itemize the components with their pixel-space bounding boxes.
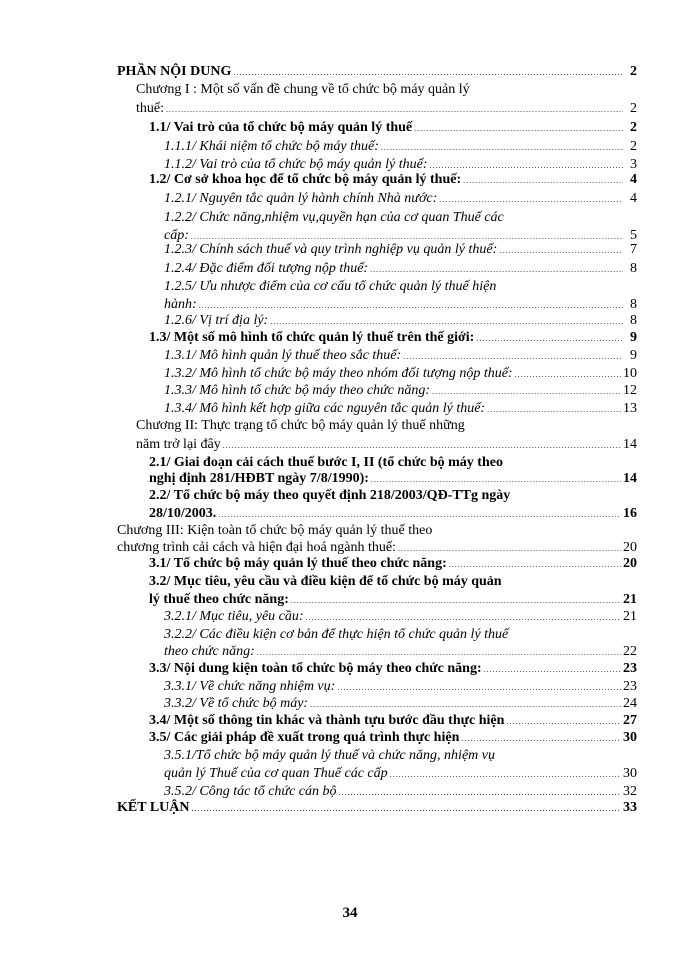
toc-page-number: 4 <box>630 172 637 187</box>
toc-entry-text: 3.1/ Tổ chức bộ máy quản lý thuế theo chức năng: <box>149 556 447 571</box>
dot-leader <box>166 105 623 115</box>
toc-entry-text: 3.2.1/ Mục tiêu, yêu cầu: <box>164 609 304 624</box>
toc-entry-text: 3.3.2/ Về tổ chức bộ máy: <box>164 696 309 711</box>
toc-entry-text: quản lý Thuế của cơ quan Thuế các cấp <box>164 766 388 781</box>
toc-entry-text: 1.3.1/ Mô hình quản lý thuế theo sắc thuế: <box>164 348 402 363</box>
dot-leader <box>390 770 621 780</box>
toc-entry-text: nghị định 281/HĐBT ngày 7/8/1990): <box>149 471 369 486</box>
toc-entry-text: 1.1.2/ Vai trò của tổ chức bộ máy quản lý thuế: <box>164 157 428 172</box>
dot-leader <box>291 596 621 606</box>
dot-leader <box>223 441 621 451</box>
toc-page-number: 9 <box>630 348 637 363</box>
dot-leader <box>306 613 621 623</box>
dot-leader <box>218 510 621 520</box>
toc-entry-text: 1.3.2/ Mô hình tổ chức bộ máy theo nhóm đối tượng nộp thuế: <box>164 366 513 381</box>
toc-page-number: 24 <box>623 696 637 711</box>
dot-leader <box>191 804 621 814</box>
dot-leader <box>371 475 621 485</box>
toc-page-number: 14 <box>623 471 637 486</box>
toc-page-number: 23 <box>623 661 637 676</box>
toc-page-number: 14 <box>623 437 637 452</box>
toc-entry-text: 3.5/ Các giải pháp đề xuất trong quá trình thực hiện <box>149 730 460 745</box>
toc-entry-text: 3.5.2/ Công tác tổ chức cán bộ <box>164 784 337 799</box>
toc-entry-text: cấp: <box>164 228 189 243</box>
dot-leader <box>270 317 623 327</box>
dot-leader <box>463 176 623 186</box>
toc-entry-text: 1.3.4/ Mô hình kết hợp giữa các nguyên tắc quản lý thuế: <box>164 401 486 416</box>
dot-leader <box>310 700 621 710</box>
toc-page-number: 32 <box>623 784 637 799</box>
toc-page-number: 4 <box>630 191 637 206</box>
toc-entry-text: 1.3/ Một số mô hình tổ chức quản lý thuế trên thế giới: <box>149 330 475 345</box>
toc-page-number: 5 <box>630 228 637 243</box>
toc-entry-text: 1.2.6/ Vị trí địa lý: <box>164 313 269 328</box>
toc-entry-text: 2.1/ Giai đoạn cải cách thuế bước I, II (tổ chức bộ máy theo <box>149 455 503 470</box>
dot-leader <box>432 387 621 397</box>
toc-page-number: 2 <box>630 101 637 116</box>
toc-entry-text: chương trình cải cách và hiện đại hoá ngành thuế: <box>117 540 396 555</box>
toc-entry-text: PHẦN NỘI DUNG <box>117 64 232 79</box>
toc-entry-text: 1.2.2/ Chức năng,nhiệm vụ,quyền hạn của cơ quan Thuế các <box>164 210 504 225</box>
toc-entry-text: 3.5.1/Tổ chức bộ máy quản lý thuế và chức năng, nhiệm vụ <box>164 748 495 763</box>
dot-leader <box>506 717 621 727</box>
toc-page-number: 7 <box>630 242 637 257</box>
toc-page-number: 21 <box>623 592 637 607</box>
dot-leader <box>370 265 623 275</box>
toc-entry-text: 3.3/ Nội dung kiện toàn tổ chức bộ máy theo chức năng: <box>149 661 482 676</box>
toc-entry-text: 2.2/ Tổ chức bộ máy theo quyết định 218/2003/QĐ-TTg ngày <box>149 488 511 503</box>
toc-page-number: 33 <box>623 800 637 815</box>
dot-leader <box>414 124 623 134</box>
page-number: 34 <box>342 905 358 921</box>
toc-entry-text: 1.2.3/ Chính sách thuế và quy trình nghiệp vụ quản lý thuế: <box>164 242 498 257</box>
toc-entry-text: 3.2.2/ Các điều kiện cơ bản để thực hiện tổ chức quản lý thuế <box>164 627 509 642</box>
dot-leader <box>403 352 623 362</box>
toc-page-number: 9 <box>630 330 637 345</box>
dot-leader <box>487 405 621 415</box>
toc-page-number: 20 <box>623 556 637 571</box>
dot-leader <box>515 370 621 380</box>
toc-entry-text: KẾT LUẬN <box>117 800 190 815</box>
dot-leader <box>449 560 621 570</box>
toc-entry-text: 28/10/2003. <box>149 506 217 521</box>
toc-entry-text: Chương II: Thực trạng tổ chức bộ máy quản lý thuế những <box>136 418 465 433</box>
toc-entry-text: thuế: <box>136 101 164 116</box>
toc-entry-text: 3.3.1/ Về chức năng nhiệm vụ: <box>164 679 336 694</box>
dot-leader <box>339 788 622 798</box>
toc-page-number: 22 <box>623 644 637 659</box>
dot-leader <box>476 334 623 344</box>
toc-page-number: 2 <box>630 120 637 135</box>
toc-entry-text: hành: <box>164 297 197 312</box>
dot-leader <box>199 301 623 311</box>
dot-leader <box>439 195 623 205</box>
toc-entry-text: theo chức năng: <box>164 644 255 659</box>
toc-page-number: 2 <box>630 139 637 154</box>
toc-page-number: 20 <box>623 540 637 555</box>
toc-entry-text: lý thuế theo chức năng: <box>149 592 289 607</box>
dot-leader <box>484 665 621 675</box>
dot-leader <box>461 734 621 744</box>
dot-leader <box>398 544 621 554</box>
toc-entry-text: 1.1.1/ Khái niệm tổ chức bộ máy thuế: <box>164 139 379 154</box>
dot-leader <box>499 246 623 256</box>
toc-entry-text: 1.2.1/ Nguyên tắc quản lý hành chính Nhà nước: <box>164 191 438 206</box>
toc-page-number: 21 <box>623 609 637 624</box>
toc-page-number: 8 <box>630 313 637 328</box>
toc-entry-text: 1.2/ Cơ sở khoa học để tổ chức bộ máy quản lý thuế: <box>149 172 462 187</box>
toc-page-number: 13 <box>623 401 637 416</box>
toc-entry-text: Chương I : Một số vấn đề chung về tổ chức bộ máy quản lý <box>136 82 470 97</box>
toc-page-number: 30 <box>623 730 637 745</box>
dot-leader <box>381 143 623 153</box>
toc-page-number: 16 <box>623 506 637 521</box>
dot-leader <box>337 683 621 693</box>
toc-page-number: 8 <box>630 297 637 312</box>
toc-entry-text: 1.3.3/ Mô hình tổ chức bộ máy theo chức năng: <box>164 383 431 398</box>
toc-page-number: 23 <box>623 679 637 694</box>
toc-entry-text: Chương III: Kiện toàn tổ chức bộ máy quản lý thuế theo <box>117 523 433 538</box>
toc-entry-text: 3.2/ Mục tiêu, yêu cầu và điều kiện để tổ chức bộ máy quản <box>149 574 502 589</box>
toc-page-number: 2 <box>630 64 637 79</box>
toc-page-number: 30 <box>623 766 637 781</box>
dot-leader <box>257 648 621 658</box>
toc-entry-text: 1.1/ Vai trò của tổ chức bộ máy quản lý thuế <box>149 120 413 135</box>
toc-page-number: 10 <box>623 366 637 381</box>
toc-entry-text: năm trở lại đây <box>136 437 221 452</box>
toc-page-number: 8 <box>630 261 637 276</box>
toc-entry-text: 1.2.5/ Ưu nhược điểm của cơ cấu tổ chức quản lý thuế hiện <box>164 279 497 294</box>
toc-entry-text: 1.2.4/ Đặc điểm đối tượng nộp thuế: <box>164 261 369 276</box>
dot-leader <box>233 68 623 78</box>
dot-leader <box>429 161 623 171</box>
toc-page-number: 27 <box>623 713 637 728</box>
toc-entry-text: 3.4/ Một số thông tin khác và thành tựu bước đầu thực hiện <box>149 713 505 728</box>
toc-page-number: 3 <box>630 157 637 172</box>
toc-page-number: 12 <box>623 383 637 398</box>
